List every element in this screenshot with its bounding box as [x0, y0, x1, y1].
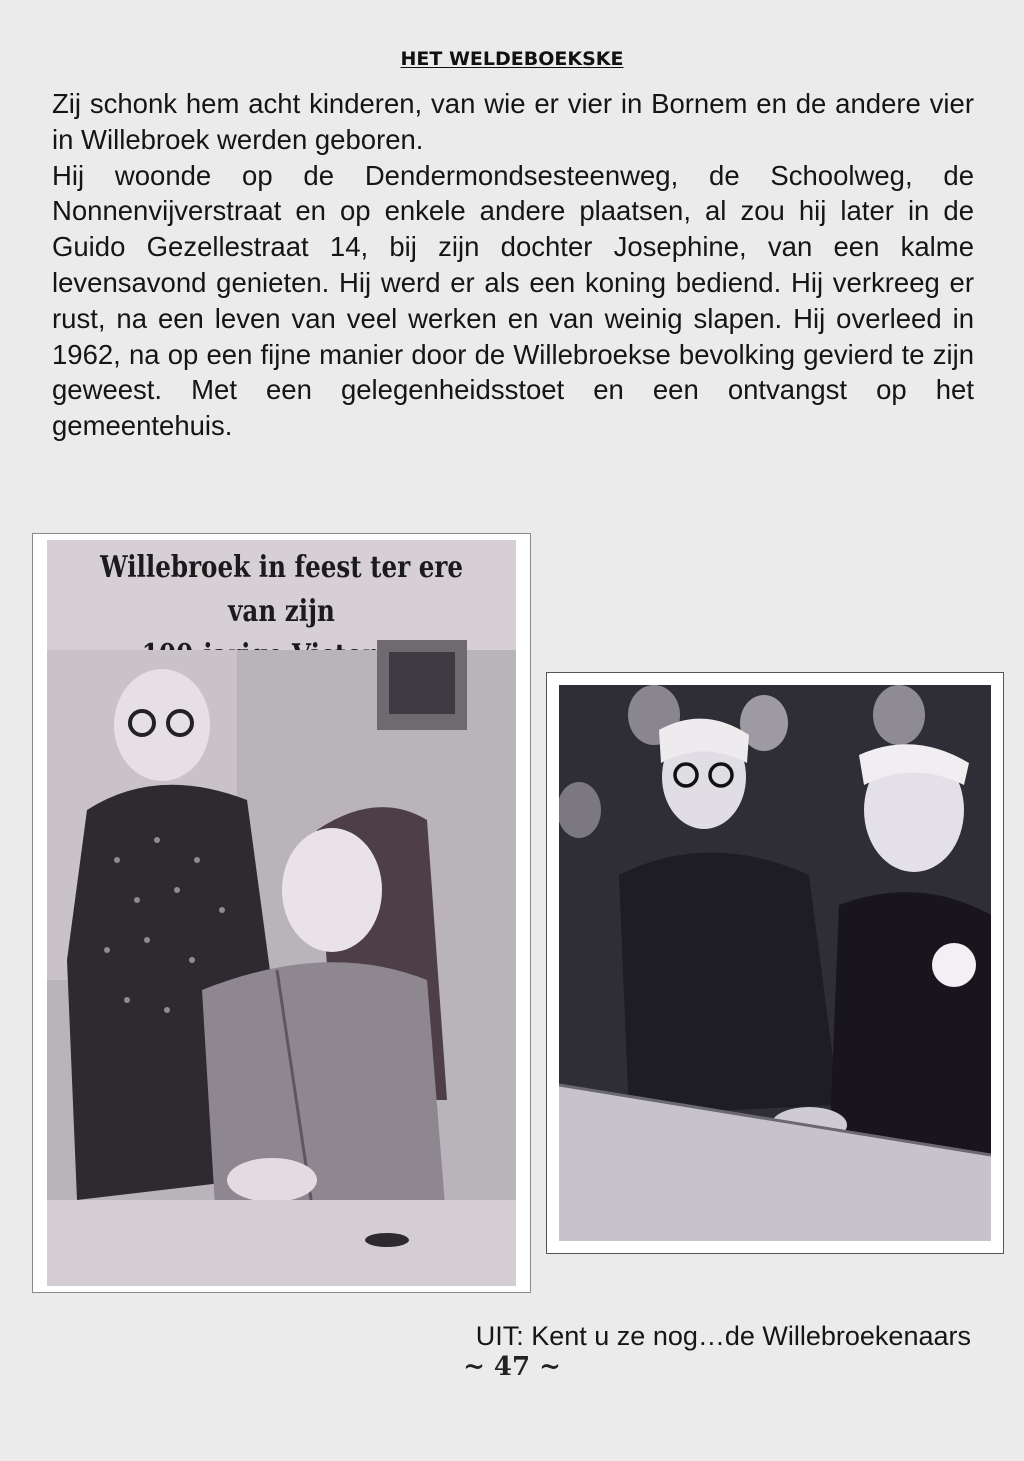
page-header: [0, 48, 1024, 70]
source-caption: UIT: Kent u ze nog…de Willebroekenaars: [475, 1321, 971, 1351]
photo-image: [559, 685, 991, 1241]
header-title: HET WELDEBOEKSKE: [400, 48, 624, 70]
newspaper-clipping: [32, 533, 531, 1293]
clipping-headline-line1: Willebroek in feest ter ere van zijn: [100, 550, 463, 629]
clipping-content: [47, 540, 516, 1286]
celebration-photo: [546, 672, 1004, 1254]
page-number: ~ 47 ~: [463, 1352, 561, 1382]
body-text: [52, 86, 974, 444]
photo-content: [559, 685, 991, 1241]
paragraph-2: Hij woonde op de Dendermondsesteenweg, de Schoolweg, de Nonnenvijverstraat en op enkele andere plaatsen, al zou hij later in de Guido Gezellestraat 14, bij zijn dochter Josephine, van een kalme levensavond genieten. Hij werd er als een koning bediend. Hij verkreeg er rust, na een leven van veel werken en van weinig slapen. Hij overleed in 1962, na op een fijne manier door de Willebroekse bevolking gevierd te zijn geweest. Met een gelegenheidsstoet en een ontvangst op het gemeentehuis.: [52, 159, 974, 442]
clipping-photo: [47, 540, 516, 1286]
paragraph-1: Zij schonk hem acht kinderen, van wie er vier in Bornem en de andere vier in Willebroek werden geboren.: [52, 88, 974, 155]
